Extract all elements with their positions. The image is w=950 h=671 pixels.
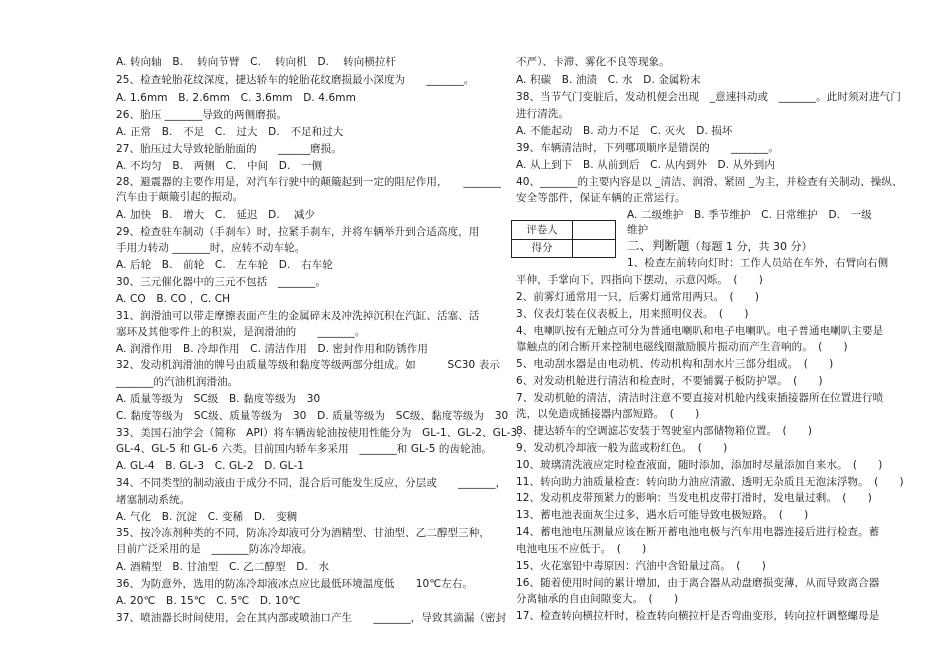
judge-6: 6、对发动机舱进行清洁和检查时，不要铺翼子板防护罩。 ( ) (516, 375, 823, 387)
judge-4-line2: 靠触点的闭合断开来控制电磁线圈激励膜片振动而产生音响的。 ( ) (516, 341, 848, 353)
judge-10: 10、玻璃清洗液应定时检查液面，随时添加，添加时尽量添加自来水。 ( ) (516, 459, 883, 471)
q27-question: 27、胎压过大导致轮胎胎面的 ______磨损。 (116, 143, 342, 155)
judge-14-line1: 14、蓄电池电压测量应该在断开蓄电池电极与汽车用电器连接后进行检查。蓄 (516, 526, 880, 538)
q25-options: A. 1.6mm B. 2.6mm C. 3.6mm D. 4.6mm (116, 92, 356, 104)
q37-options: A. 积碳 B. 油渍 C. 水 D. 金属粉末 (516, 74, 701, 86)
q36-options: A. 20℃ B. 15℃ C. 5℃ D. 10℃ (116, 595, 301, 607)
judge-5: 5、电动刮水器是由电动机、传动机构和刮水片三部分组成。 ( ) (516, 358, 834, 370)
q31-options: A. 润滑作用 B. 冷却作用 C. 清洁作用 D. 密封作用和防锈作用 (116, 343, 428, 355)
q30-question: 30、三元催化器中的三元不包括 _______。 (116, 276, 327, 288)
q28-options: A. 加快 B. 增大 C. 延迟 D. 减少 (116, 209, 316, 221)
judge-16-line1: 16、随着使用时间的累计增加，由于离合器从动盘磨损变薄，从而导致离合器 (516, 577, 880, 589)
q31-question-line1: 31、润滑油可以带走摩擦表面产生的金属碎末及冲洗掉沉积在汽缸、活塞、活 (116, 310, 480, 322)
q33-options: A. GL-4 B. GL-3 C. GL-2 D. GL-1 (116, 460, 305, 472)
q39-question: 39、车辆清洁时，下列哪项顺序是错误的 _______。 (516, 142, 780, 154)
score-box-row-score (512, 239, 615, 257)
q32-options-ab: A. 质量等级为 SC级 B. 黏度等级为 30 (116, 393, 321, 405)
q32-options-cd: C. 黏度等级为 SC级、质量等级为 30 D. 质量等级为 SC级、黏度等级为 30 (116, 410, 509, 422)
q30-options: A. CO B. CO ，C. CH (116, 293, 231, 305)
judge-4-line1: 4、电喇叭按有无触点可分为普通电喇叭和电子电喇叭。电子普通电喇叭主要是 (516, 325, 884, 337)
q40-options-line1: A. 二级维护 B. 季节维护 C. 日常维护 D. 一级 (627, 209, 872, 221)
q25-question: 25、检查轮胎花纹深度，捷达轿车的轮胎花纹磨损最小深度为 _______。 (116, 74, 475, 86)
q26-options: A. 正常 B. 不足 C. 过大 D. 不足和过大 (116, 126, 344, 138)
q31-question-line2: 塞环及其他零件上的积炭，是润滑油的 _______。 (116, 326, 366, 338)
q38-question-line1: 38、当节气门变脏后，发动机便会出现 _意速抖动或 _______。此时须对进气门 (516, 91, 901, 103)
q40-options-line2: 维护 (627, 224, 649, 236)
q28-question-line2: 汽车由于颠簸引起的振动。 (116, 191, 244, 203)
judge-9: 9、发动机冷却液一般为蓝或粉红色。 ( ) (516, 442, 728, 454)
judge-17-line1: 17、检查转向横拉杆时，检查转向横拉杆是否弯曲变形，转向拉杆调整螺母是 (516, 610, 880, 622)
grader-label: 评卷人 (512, 221, 573, 239)
q40-question-line2: 安全等部件，保证车辆的正常运行。 (516, 192, 686, 204)
q33-question-line1: 33、美国石油学会（简称 API）将车辆齿轮油按使用性能分为 GL-1、GL-2、GL-3、 (116, 427, 528, 439)
q32-question-line2: _______的汽油机润滑油。 (116, 376, 239, 388)
q34-question-line2: 堵塞制动系统。 (116, 494, 191, 506)
q24-options: A. 转向轴 B. 转向节臂 C. 转向机 D. 转向横拉杆 (116, 56, 397, 68)
q36-question: 36、为防意外，选用的防冻冷却液冰点应比最低环境温度低 10℃左右。 (116, 578, 474, 590)
judge-7-line1: 7、发动机舱的清洁，清洁时注意不要直接对机舱内线束插接器所在位置进行喷 (516, 392, 884, 404)
judge-13: 13、蓄电池表面灰尘过多，遇水后可能导致电极短路。 ( ) (516, 509, 809, 521)
section-title-judgement (627, 239, 813, 253)
judge-8: 8、捷达轿车的空调滤芯安装于驾驶室内部储物箱位置。 ( ) (516, 425, 813, 437)
judge-1-line2: 平伸，手掌向下，四指向下摆动，示意闪烁。 ( ) (516, 274, 763, 286)
q29-question-line2: 手用力转动 _______时，应转不动车轮。 (116, 242, 306, 254)
judge-14-line2: 电池电压不应低于。 ( ) (516, 543, 647, 555)
q28-question-line1: 28、避震器的主要作用是，对汽车行驶中的颠簸起到一定的阻尼作用， _______ (116, 176, 501, 188)
q27-options: A. 不均匀 B. 两侧 C. 中间 D. 一侧 (116, 160, 323, 172)
q37-question-line1: 37、喷油器长时间使用，会在其内部或喷油口产生 _______，导致其滴漏（密封 (116, 612, 507, 624)
judge-7-line2: 洗，以免造成插接器内部短路。 ( ) (516, 408, 700, 420)
q34-options: A. 气化 B. 沉淀 C. 变稀 D. 变稠 (116, 511, 298, 523)
q40-question-line1: 40、_______的主要内容是以 _清洁、润滑、紧固 _为主，并检查有关制动、操纵、 (516, 176, 903, 188)
judge-2: 2、前雾灯通常用一只，后雾灯通常用两只。 ( ) (516, 291, 760, 303)
q29-options: A. 后轮 B. 前轮 C. 左车轮 D. 右车轮 (116, 259, 333, 271)
judge-16-line2: 分离轴承的自由间隙变大。 ( ) (516, 593, 679, 605)
q38-question-line2: 进行清洗。 (516, 108, 569, 120)
section-title-text: 二、判断题 (627, 238, 690, 253)
judge-15: 15、火花塞铅中毒原因：汽油中含铅量过高。 ( ) (516, 560, 766, 572)
q38-options: A. 不能起动 B. 动力不足 C. 灭火 D. 损坏 (516, 125, 733, 137)
q29-question-line1: 29、检查驻车制动（手刹车）时，拉紧手刹车，并将车辆举升到合适高度，用 (116, 226, 480, 238)
q35-options: A. 酒精型 B. 甘油型 C. 乙二醇型 D. 水 (116, 561, 330, 573)
section-title-note: （每题 1 分，共 30 分） (689, 240, 813, 253)
q34-question-line1: 34、不同类型的制动液由于成分不同，混合后可能发生反应，分层或 _______， (116, 477, 507, 489)
judge-12: 12、发动机皮带预紧力的影响：当发电机皮带打滑时，发电量过剩。 ( ) (516, 492, 872, 504)
judge-3: 3、仪表灯装在仪表板上，用来照明仪表。 ( ) (516, 308, 749, 320)
q35-question-line1: 35、按冷冻剂种类的不同，防冻冷却液可分为酒精型、甘油型、乙二醇型三种， (116, 527, 490, 539)
judge-1-line1: 1、检查左前转向灯时：工作人员站在车外，右臂向右侧 (627, 257, 889, 269)
score-box-row-grader (512, 221, 615, 240)
q26-question: 26、胎压 _______导致的两侧磨损。 (116, 109, 288, 121)
q35-question-line2: 目前广泛采用的是 _______防冻冷却液。 (116, 543, 313, 555)
judge-11: 11、转向助力油质量检查：转向助力油应清澈、透明无杂质且无泡沫浮物。 ( ) (516, 476, 904, 488)
q32-question-line1: 32、发动机润滑油的牌号由质量等级和黏度等级两部分组成。如 SC30 表示 (116, 359, 500, 371)
score-label: 得分 (512, 239, 573, 257)
score-box (511, 220, 616, 258)
q33-question-line2: GL-4、GL-5 和 GL-6 六类。目前国内轿车多采用 _______和 GL-5 的齿轮油。 (116, 443, 492, 455)
q37-question-line2: 不严）、卡滞、雾化不良等现象。 (516, 56, 670, 68)
q39-options: A. 从上到下 B. 从前到后 C. 从内到外 D. 从外到内 (516, 159, 775, 171)
